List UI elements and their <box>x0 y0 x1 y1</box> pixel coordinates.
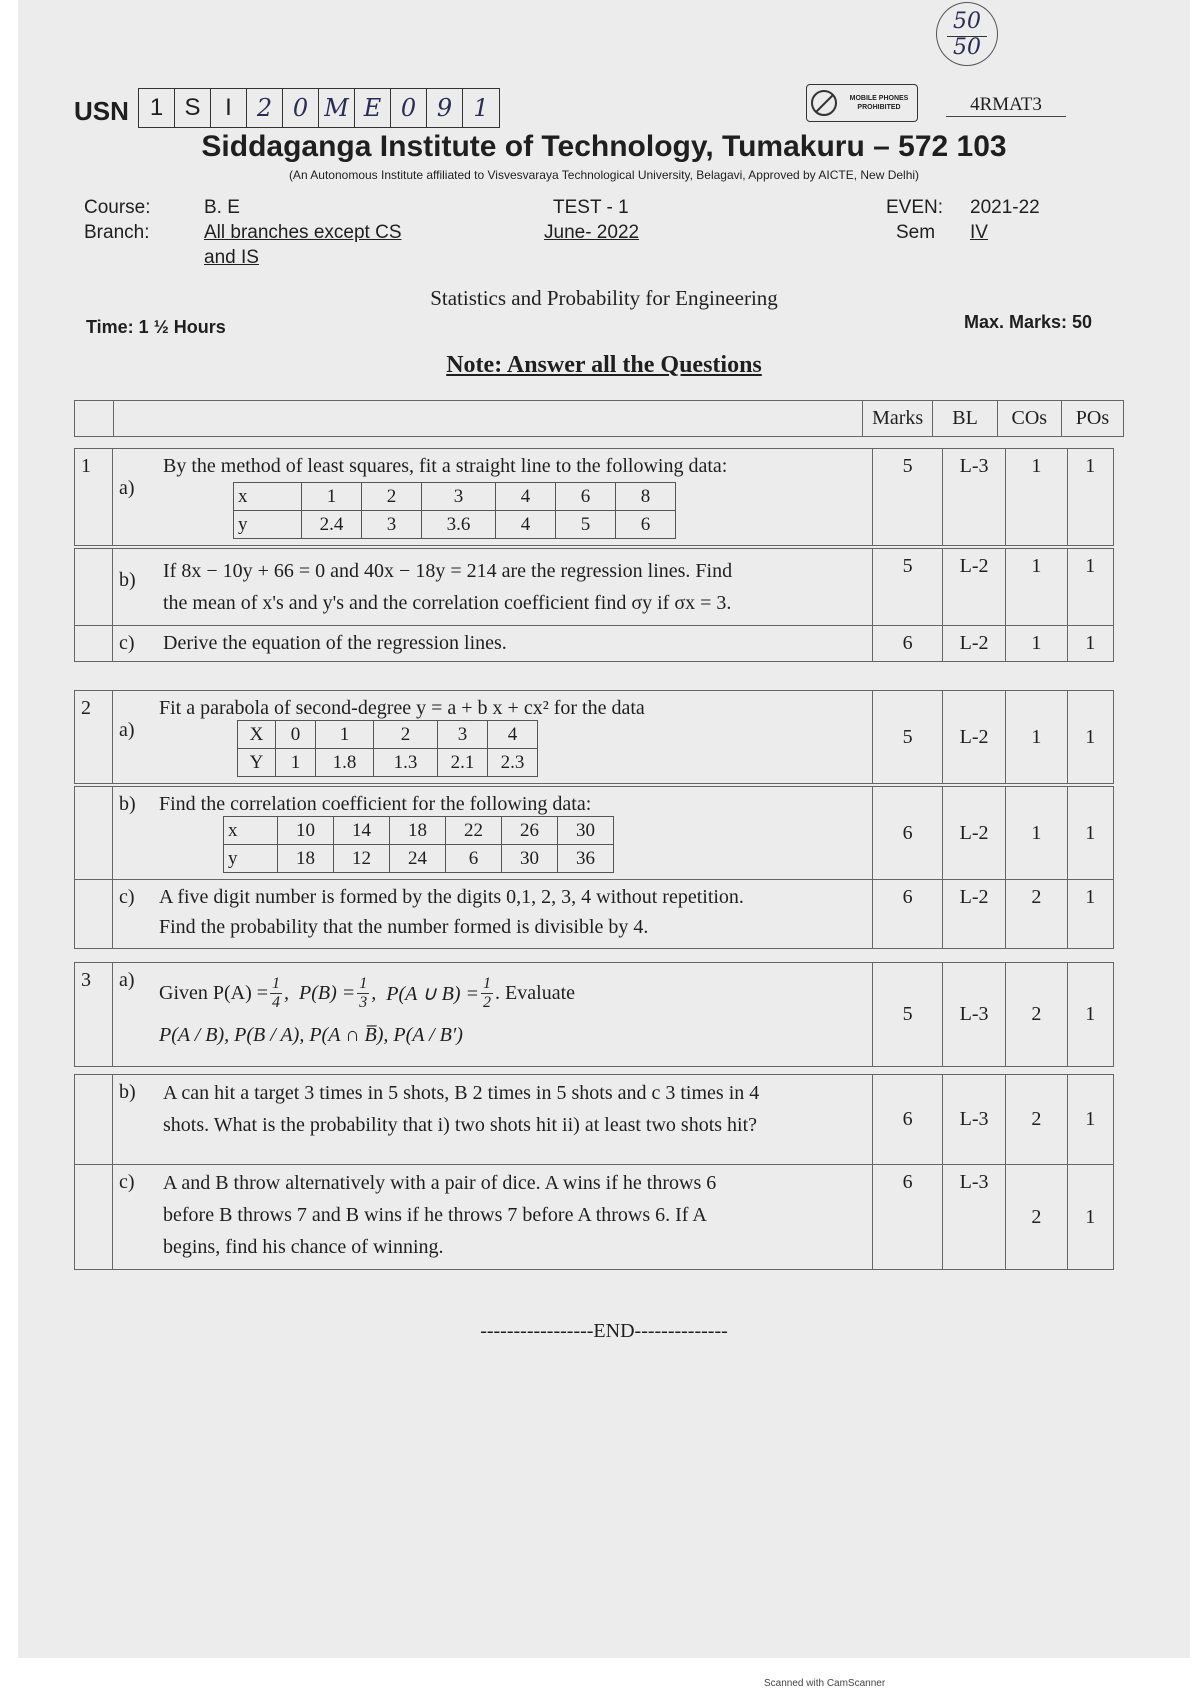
course-value: B. E <box>204 197 240 218</box>
table-cell: 10 <box>278 817 334 845</box>
col-cos: COs <box>997 401 1061 437</box>
usn-char: E <box>355 89 391 127</box>
course-outcome: 2 <box>1006 1165 1067 1270</box>
question-text: Find the correlation coefficient for the following data: <box>159 793 592 815</box>
course-outcome: 2 <box>1006 963 1067 1067</box>
marks: 5 <box>873 691 943 784</box>
course-outcome: 1 <box>1006 449 1067 546</box>
table-cell: 1.3 <box>374 749 438 777</box>
table-cell: 30 <box>558 817 614 845</box>
part-label: b) <box>119 569 136 591</box>
program-outcome: 1 <box>1067 1165 1114 1270</box>
part-label: a) <box>119 477 135 499</box>
course-label: Course: <box>84 197 151 218</box>
denominator: 2 <box>483 994 492 1011</box>
question-text: A can hit a target 3 times in 5 shots, B 2 times in 5 shots and c 3 times in 4 <box>163 1082 760 1104</box>
marks: 5 <box>873 549 943 626</box>
part-label: a) <box>119 719 135 741</box>
scanner-watermark: Scanned with CamScanner <box>764 1678 886 1689</box>
program-outcome: 1 <box>1067 1075 1114 1165</box>
institute-subtitle: (An Autonomous Institute affiliated to Visvesvaraya Technological University, Belagavi, Approved by AICTE, New Delhi) <box>288 168 920 182</box>
table-cell: 26 <box>502 817 558 845</box>
table-cell: 1 <box>302 483 362 511</box>
table-cell: Y <box>238 749 276 777</box>
table-cell: 3 <box>362 511 422 539</box>
evaluate-text: . Evaluate <box>495 982 576 1004</box>
table-cell: y <box>224 845 278 873</box>
bloom-level: L-2 <box>942 626 1005 662</box>
program-outcome: 1 <box>1067 880 1114 949</box>
bloom-level: L-2 <box>942 787 1005 880</box>
usn-char: 2 <box>247 89 283 127</box>
course-outcome: 1 <box>1006 549 1067 626</box>
table-cell: 6 <box>616 511 676 539</box>
table-cell: 24 <box>390 845 446 873</box>
table-cell: 4 <box>496 511 556 539</box>
test-label: TEST - 1 <box>553 197 629 218</box>
course-outcome: 2 <box>1006 1075 1067 1165</box>
sem-value: IV <box>970 222 988 243</box>
program-outcome: 1 <box>1067 449 1114 546</box>
table-cell: 2.4 <box>302 511 362 539</box>
table-cell: 2 <box>374 721 438 749</box>
data-table <box>237 720 538 777</box>
question-number: 2 <box>75 691 113 784</box>
denominator: 4 <box>272 994 281 1011</box>
subject-title: Statistics and Probability for Engineering <box>430 286 778 310</box>
col-bl: BL <box>933 401 997 437</box>
table-cell: 5 <box>556 511 616 539</box>
mobile-phones-prohibited-badge <box>806 84 918 122</box>
marks: 6 <box>873 626 943 662</box>
program-outcome: 1 <box>1067 963 1114 1067</box>
marks: 6 <box>873 1075 943 1165</box>
given-text: Given P(A) = <box>159 982 269 1004</box>
question-3bc <box>74 1074 1114 1270</box>
table-cell: 3 <box>438 721 488 749</box>
even-label: EVEN: <box>886 197 944 218</box>
denominator: 3 <box>359 994 368 1011</box>
score-total: 50 <box>953 35 981 60</box>
bloom-level: L-2 <box>942 691 1005 784</box>
fraction <box>357 975 369 1012</box>
usn-label: USN <box>74 96 129 126</box>
branch-value-line2: and IS <box>204 247 259 268</box>
question-2a <box>74 690 1114 784</box>
table-cell: 4 <box>488 721 538 749</box>
numerator: 1 <box>359 975 368 992</box>
table-cell: X <box>238 721 276 749</box>
question-text: the mean of x's and y's and the correlation coefficient find σy if σx = 3. <box>163 592 732 614</box>
bloom-level: L-2 <box>942 549 1005 626</box>
table-cell: 6 <box>446 845 502 873</box>
part-label: b) <box>119 793 136 815</box>
bloom-level: L-3 <box>942 1075 1005 1165</box>
usn-char: 9 <box>427 89 463 127</box>
bloom-level: L-3 <box>942 1165 1005 1270</box>
question-text: shots. What is the probability that i) two shots hit ii) at least two shots hit? <box>163 1114 758 1136</box>
branch-value-line1: All branches except CS <box>204 222 402 243</box>
question-text: If 8x − 10y + 66 = 0 and 40x − 18y = 214 are the regression lines. Find <box>163 560 733 582</box>
exam-note: Note: Answer all the Questions <box>446 352 762 378</box>
marks: 6 <box>873 787 943 880</box>
table-cell: 22 <box>446 817 502 845</box>
sem-label: Sem <box>896 222 936 243</box>
academic-year: 2021-22 <box>970 197 1040 218</box>
marks: 6 <box>873 880 943 949</box>
marks: 5 <box>873 963 943 1067</box>
question-2bc <box>74 786 1114 949</box>
usn-char: I <box>211 89 247 127</box>
course-outcome: 1 <box>1006 691 1067 784</box>
table-cell: 14 <box>334 817 390 845</box>
question-text: Derive the equation of the regression lines. <box>163 632 507 654</box>
course-code: 4RMAT3 <box>946 94 1066 117</box>
numerator: 1 <box>272 975 281 992</box>
institute-name: Siddaganga Institute of Technology, Tumakuru – 572 103 <box>201 130 1007 163</box>
end-marker: -----------------END-------------- <box>480 1320 728 1342</box>
table-cell: 18 <box>278 845 334 873</box>
table-cell: 30 <box>502 845 558 873</box>
table-cell: 12 <box>334 845 390 873</box>
usn-char: 0 <box>283 89 319 127</box>
usn-char: 1 <box>473 94 489 122</box>
table-cell: 6 <box>556 483 616 511</box>
table-cell: 1.8 <box>316 749 374 777</box>
question-text: A five digit number is formed by the digits 0,1, 2, 3, 4 without repetition. <box>159 886 744 908</box>
part-label: b) <box>119 1081 136 1103</box>
part-label: c) <box>119 886 135 908</box>
bloom-level: L-3 <box>942 449 1005 546</box>
bloom-level: L-2 <box>942 880 1005 949</box>
usn-char: 0 <box>391 89 427 127</box>
program-outcome: 1 <box>1067 691 1114 784</box>
table-cell: 3.6 <box>422 511 496 539</box>
branch-label: Branch: <box>84 222 150 243</box>
table-cell: 2 <box>362 483 422 511</box>
exam-paper <box>18 0 1190 1658</box>
table-cell: 3 <box>422 483 496 511</box>
question-1bc <box>74 548 1114 662</box>
table-cell: x <box>234 483 302 511</box>
marks: 5 <box>873 449 943 546</box>
course-outcome: 2 <box>1006 880 1067 949</box>
table-cell: 8 <box>616 483 676 511</box>
table-cell: 2.1 <box>438 749 488 777</box>
bloom-level: L-3 <box>942 963 1005 1067</box>
question-1a <box>74 448 1114 546</box>
question-number: 3 <box>75 963 113 1067</box>
question-number: 1 <box>75 449 113 546</box>
course-outcome: 1 <box>1006 787 1067 880</box>
program-outcome: 1 <box>1067 787 1114 880</box>
table-cell: 18 <box>390 817 446 845</box>
test-month: June- 2022 <box>544 222 640 243</box>
no-phone-icon <box>811 90 837 116</box>
question-3a: 3 a) Given P(A) = $\frac{1}{4}$ , P(B) = $\frac{1}{3}$ , P(A ∪ B) = $\frac{1}{2}$ . Evaluate P(A / B), P(B / A), P(A ∩ B̅), P(A / B′) 5 L-3 2 1 <box>74 962 1114 1067</box>
score-mark <box>936 2 998 66</box>
score-obtained: 50 <box>953 9 981 34</box>
course-outcome: 1 <box>1006 626 1067 662</box>
program-outcome: 1 <box>1067 549 1114 626</box>
question-text: By the method of least squares, fit a straight line to the following data: <box>163 455 728 477</box>
data-table <box>233 482 676 539</box>
table-cell: 2.3 <box>488 749 538 777</box>
table-cell: y <box>234 511 302 539</box>
usn-boxes <box>138 88 500 128</box>
pb-text: P(B) = <box>299 982 356 1004</box>
col-pos: POs <box>1061 401 1123 437</box>
fraction <box>270 975 282 1012</box>
table-cell: x <box>224 817 278 845</box>
table-cell: 1 <box>316 721 374 749</box>
table-cell: 36 <box>558 845 614 873</box>
question-text: begins, find his chance of winning. <box>163 1236 444 1258</box>
part-label: c) <box>119 632 135 654</box>
question-text: before B throws 7 and B wins if he throws 7 before A throws 6. If A <box>163 1204 707 1226</box>
table-cell: 0 <box>276 721 316 749</box>
table-cell: 4 <box>496 483 556 511</box>
max-marks: Max. Marks: 50 <box>964 312 1093 332</box>
question-text: Find the probability that the number formed is divisible by 4. <box>159 916 649 938</box>
usn-char: S <box>175 89 211 127</box>
question-text: Fit a parabola of second-degree y = a + b x + cx² for the data <box>159 697 645 719</box>
numerator: 1 <box>483 975 492 992</box>
fraction <box>481 975 493 1012</box>
data-table <box>223 816 614 873</box>
question-text: A and B throw alternatively with a pair of dice. A wins if he throws 6 <box>163 1172 717 1194</box>
time-duration: Time: 1 ½ Hours <box>86 317 226 337</box>
col-marks: Marks <box>862 401 933 437</box>
usn-char: 1 <box>139 89 175 127</box>
paub-text: P(A ∪ B) = <box>386 983 480 1005</box>
program-outcome: 1 <box>1067 626 1114 662</box>
question-text: P(A / B), P(B / A), P(A ∩ B̅), P(A / B′) <box>159 1024 463 1046</box>
usn-char: M <box>319 89 355 127</box>
phone-notice-text: MOBILE PHONES PROHIBITED <box>849 95 909 111</box>
part-label: c) <box>119 1171 135 1193</box>
part-label: a) <box>119 969 135 991</box>
table-cell: 1 <box>276 749 316 777</box>
column-header-table <box>74 400 1124 437</box>
marks: 6 <box>873 1165 943 1270</box>
